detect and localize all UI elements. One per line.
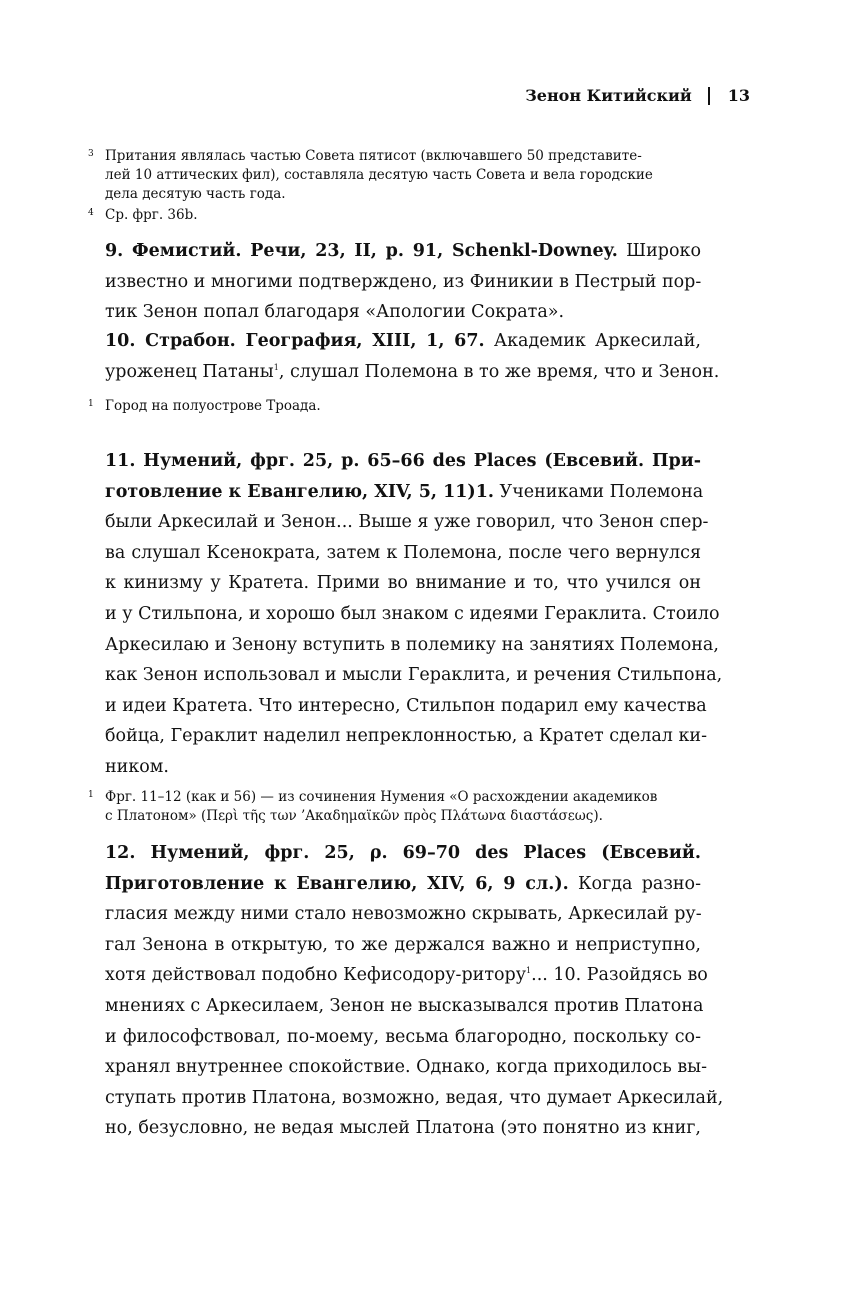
footnote-mark: 3 [88, 149, 94, 159]
fragment-heading: 12. Нумений, фрг. 25, ρ. 69–70 des Places (Евсевий. [105, 843, 701, 863]
footnote-10-1 [88, 397, 701, 416]
text-run: , слушал Полемона в то же время, что и Зенон. [278, 361, 720, 382]
text-line [105, 236, 701, 267]
text-line: ником. [105, 756, 169, 777]
text-line: и идеи Кратета. Что интересно, Стильпон подарил ему качества [105, 695, 707, 716]
running-head-divider [708, 87, 710, 105]
text-line: известно и многими подтверждено, из Финикии в Пестрый пор- [105, 271, 702, 292]
footnote-mark: 4 [88, 208, 94, 218]
text-line: к кинизму у Кратета. Прими во внимание и то, что учился он [105, 573, 701, 594]
running-head-title: Зенон Китийский [525, 86, 692, 105]
footnote-line: Притания являлась частью Совета пятисот (включавшего 50 представите- [105, 148, 642, 164]
text-line: и у Стильпона, и хорошо был знаком с идеями Гераклита. Стоило [105, 603, 720, 624]
fragment-heading: 11. Нумений, фрг. 25, p. 65–66 des Places (Евсевий. При- [105, 451, 701, 471]
footnote-3 [88, 147, 701, 204]
footnote-line: Город на полуострове Троада. [105, 398, 321, 414]
text-line: тик Зенон попал благодаря «Апологии Сократа». [105, 302, 565, 323]
text-line: были Аркесилай и Зенон... Выше я уже говорил, что Зенон спер- [105, 512, 709, 533]
text-line [105, 357, 720, 388]
footnote-line: Фрг. 11–12 (как и 56) — из сочинения Нумения «О расхождении академиков [105, 789, 658, 805]
text-run: хотя действовал подобно Кефисодору-ритору [105, 965, 527, 986]
page-number: 13 [727, 86, 750, 105]
text-line [105, 869, 701, 900]
fragment-heading: готовление к Евангелию, XIV, 5, 11)1. [105, 481, 494, 502]
text-run: Когда разно- [568, 873, 701, 894]
text-run: Учениками Полемона [493, 481, 704, 502]
footnote-mark: 1 [88, 790, 94, 800]
footnote-11-1 [88, 788, 701, 826]
text-run: Широко [617, 241, 701, 261]
fragment-9 [105, 236, 701, 328]
text-line: мнениях с Аркесилаем, Зенон не высказывался против Платона [105, 995, 704, 1016]
fragment-12 [105, 838, 724, 1144]
text-line: ва слушал Ксенократа, затем к Полемона, после чего вернулся [105, 542, 701, 563]
text-line: но, безусловно, не ведая мыслей Платона (это понятно из книг, [105, 1118, 701, 1139]
footnote-line: лей 10 аттических фил), составляла десятую часть Совета и вела городские [105, 167, 653, 183]
text-line: хранял внутреннее спокойствие. Однако, когда приходилось вы- [105, 1057, 708, 1078]
text-line: гал Зенона в открытую, то же держался важно и неприступно, [105, 934, 701, 955]
footnote-line: Ср. фрг. 36b. [105, 207, 198, 223]
text-line: и философствовал, по-моему, весьма благородно, поскольку со- [105, 1026, 701, 1047]
fragment-heading: Приготовление к Евангелию, XIV, 6, 9 сл.). [105, 873, 569, 894]
text-line [105, 960, 708, 991]
footnote-4 [88, 206, 701, 225]
running-head [525, 86, 750, 105]
text-line: бойца, Гераклит наделил непреклонностью, а Кратет сделал ки- [105, 726, 707, 747]
text-line: гласия между ними стало невозможно скрывать, Аркесилай ру- [105, 904, 702, 925]
footnote-line: дела десятую часть года. [105, 186, 286, 202]
text-line: как Зенон использовал и мысли Гераклита, и речения Стильпона, [105, 665, 723, 686]
text-line [105, 326, 701, 357]
footnote-ref: 1 [273, 362, 279, 372]
text-run: уроженец Патаны [105, 361, 274, 382]
text-line: Аркесилаю и Зенону вступить в полемику на занятиях Полемона, [105, 634, 719, 655]
text-line: ступать против Платона, возможно, ведая, что думает Аркесилай, [105, 1087, 724, 1108]
footnote-line: с Платоном» (Περὶ τῆς των ’Ακαδημαϊκῶν πρὸς Πλάτωνα διαστάσεως). [105, 808, 603, 824]
fragment-11 [105, 446, 723, 783]
fragment-heading: 9. Фемистий. Речи, 23, II, p. 91, Schenkl-Downey. [105, 241, 618, 261]
fragment-heading: 10. Страбон. География, XIII, 1, 67. [105, 331, 485, 351]
text-run: Академик Аркесилай, [484, 331, 701, 351]
footnote-mark: 1 [88, 399, 94, 409]
footnote-ref: 1 [526, 966, 532, 976]
text-run: ... 10. Разойдясь во [531, 965, 708, 986]
text-line [105, 477, 704, 508]
fragment-10 [105, 326, 720, 387]
